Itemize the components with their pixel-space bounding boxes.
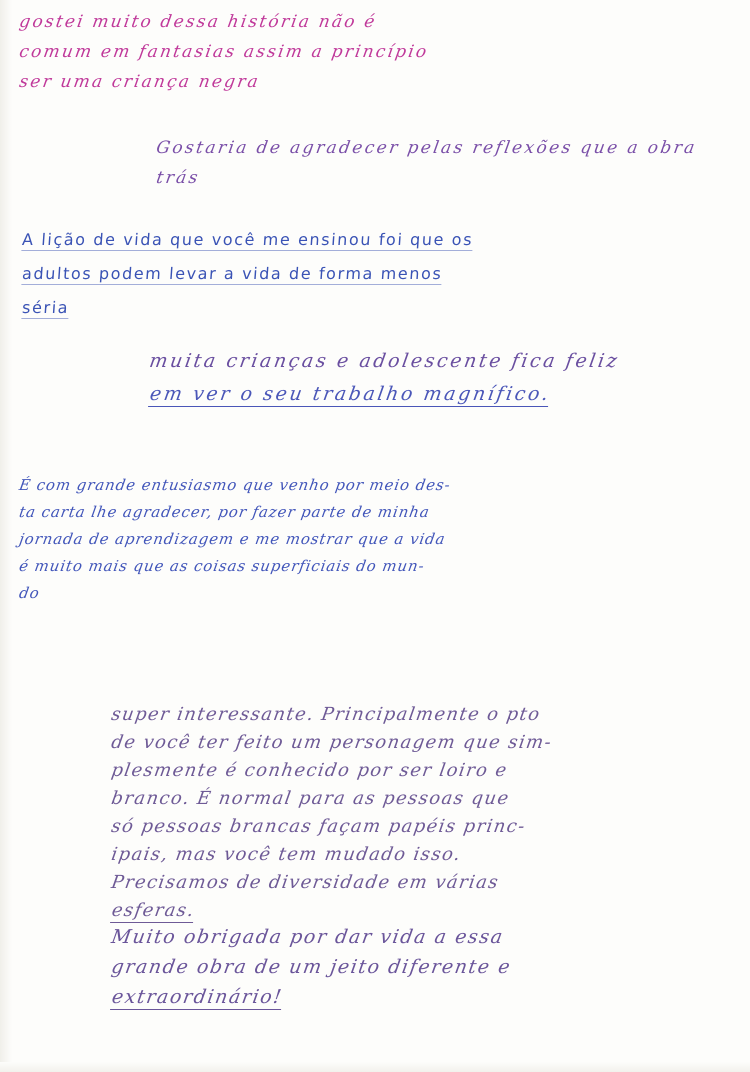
handwriting-block-magenta [18,14,598,104]
handwriting-line: plesmente é conhecido por ser loiro e [109,760,510,781]
handwriting-line: Gostaria de agradecer pelas reflexões que a obra [154,138,699,158]
handwriting-line [110,902,733,923]
handwriting-line: É com grande entusiasmo que venho por meio des- [17,476,453,494]
handwriting-line: do [17,584,42,602]
handwriting-block-violet [154,138,699,200]
handwriting-line: comum em fantasias assim a princípio [17,42,430,62]
handwriting-line [21,232,582,251]
handwriting-line: muita crianças e adolescente fica feliz [147,350,622,372]
handwriting-line: ser uma criança negra [17,72,262,92]
handwriting-block-blue-print [22,232,582,334]
handwriting-line [110,988,733,1010]
handwriting-line [21,300,582,319]
handwriting-line: de você ter feito um personagem que sim- [109,732,554,753]
handwriting-block-blue-cursive [18,478,618,613]
handwriting-block-purple [148,352,708,421]
handwriting-line-text: esferas. [110,900,197,921]
scan-edge-bottom [0,1062,750,1072]
handwriting-line-text: séria [21,298,70,317]
handwriting-line: grande obra de um jeito diferente e [109,956,513,978]
scan-edge-left [0,0,12,1072]
handwriting-line: ipais, mas você tem mudado isso. [109,844,463,865]
handwriting-line: branco. É normal para as pessoas que [109,788,512,809]
handwriting-line: ta carta lhe agradecer, por fazer parte de minha [17,503,432,521]
handwriting-line: só pessoas brancas façam papéis princ- [109,816,528,837]
handwriting-line [21,266,582,285]
handwriting-line: Precisamos de diversidade em várias [109,872,501,893]
handwriting-line [148,385,711,407]
handwriting-line: é muito mais que as coisas superficiais do mun- [17,557,427,575]
handwriting-line-text: em ver o seu trabalho magnífico. [148,383,553,405]
handwriting-line: Muito obrigada por dar vida a essa [109,926,506,948]
handwriting-block-lower-paragraph [110,706,730,933]
handwriting-line-text: A lição de vida que você me ensinou foi que os [21,230,474,249]
handwriting-line: trás [154,168,202,188]
handwriting-line-text: adultos podem levar a vida de forma menos [21,264,444,283]
handwriting-line: super interessante. Principalmente o pto [109,704,543,725]
handwriting-block-closing [110,928,730,1021]
handwriting-line: jornada de aprendizagem e me mostrar que a vida [17,530,447,548]
handwriting-line: gostei muito dessa história não é [17,12,379,32]
handwriting-line-text: extraordinário! [110,986,285,1008]
